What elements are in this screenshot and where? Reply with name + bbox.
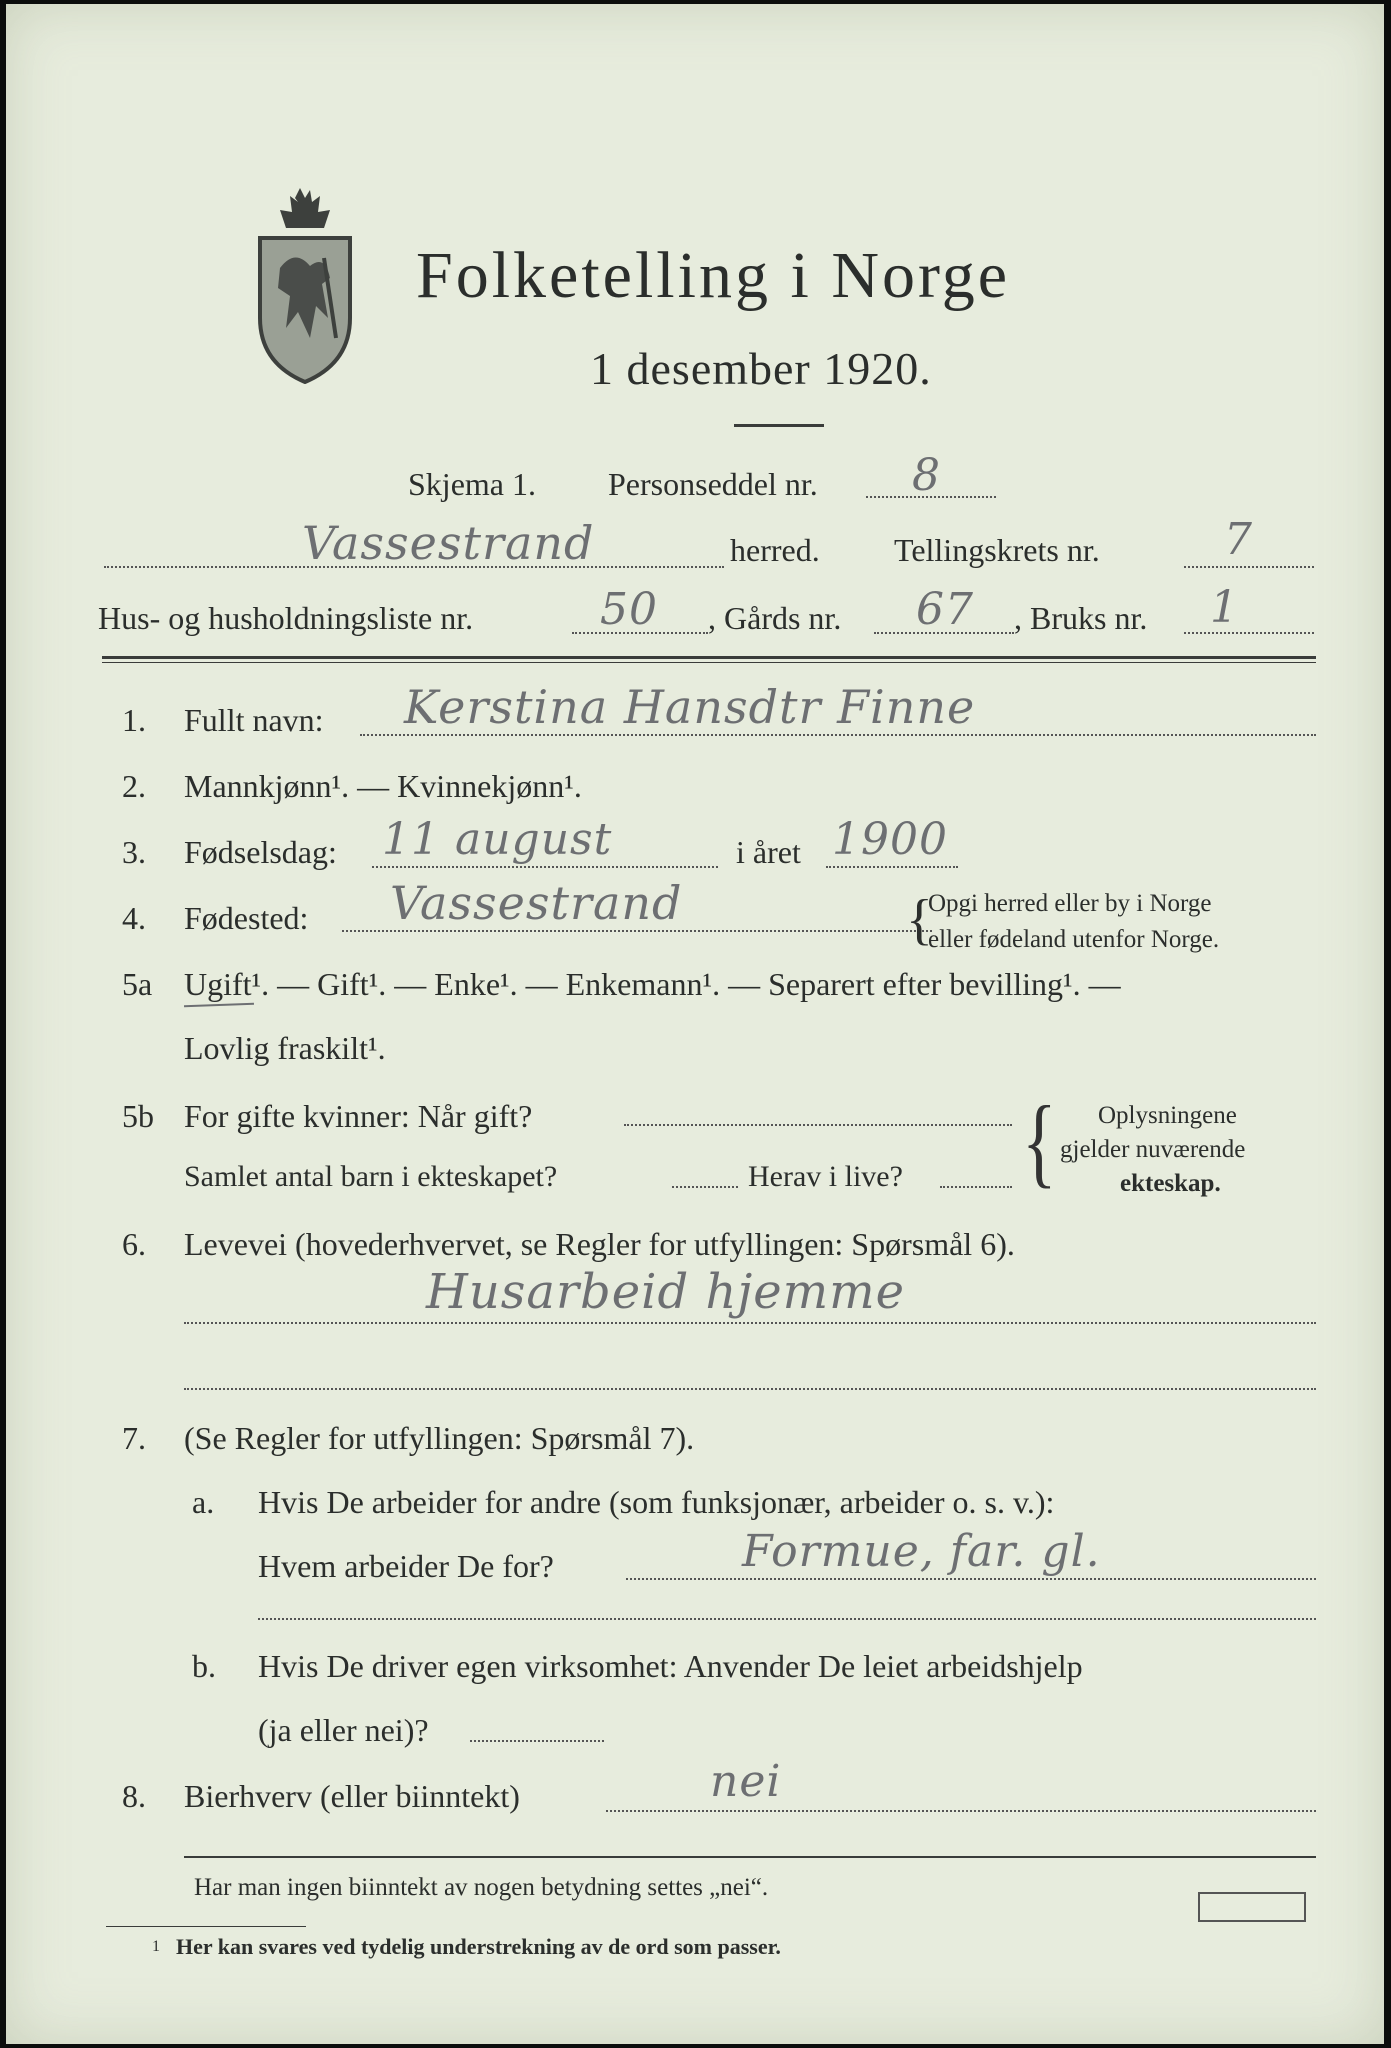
footer-rule (184, 1856, 1316, 1858)
employer-value[interactable]: Formue, far. gl. (742, 1526, 1101, 1577)
q7a-letter: a. (192, 1484, 215, 1520)
q8-number: 8. (122, 1778, 146, 1814)
q6-label: Levevei (hovederhvervet, se Regler for utfyllingen: Spørsmål 6). (184, 1226, 1015, 1262)
bruks-value[interactable]: 1 (1210, 582, 1239, 633)
census-form (6, 4, 1384, 2044)
q3-year-label: i året (736, 834, 801, 870)
personseddel-value[interactable]: 8 (912, 450, 941, 501)
q5b-label1: For gifte kvinner: Når gift? (184, 1098, 533, 1134)
gards-value[interactable]: 67 (916, 584, 974, 635)
q4-label: Fødested: (184, 900, 309, 936)
title-divider (734, 424, 824, 427)
side-income-value[interactable]: nei (710, 1756, 782, 1807)
tellingskrets-label: Tellingskrets nr. (894, 532, 1100, 568)
q4-note-line2: eller fødeland utenfor Norge. (928, 926, 1220, 953)
herred-label: herred. (730, 532, 820, 568)
q4-note-line1: Opgi herred eller by i Norge (928, 890, 1212, 917)
q4-number: 4. (122, 900, 146, 936)
footnote-text: Her kan svares ved tydelig understrekning av de ord som passer. (176, 1934, 781, 1959)
bruks-label: , Bruks nr. (1014, 600, 1148, 636)
q7-label: (Se Regler for utfyllingen: Spørsmål 7). (184, 1420, 695, 1456)
q5b-note-line2: gjelder nuværende (1060, 1136, 1246, 1163)
coat-of-arms-icon (250, 188, 360, 384)
schema-label: Skjema 1. (408, 466, 536, 502)
q5b-note-line1: Oplysningene (1098, 1102, 1237, 1129)
occupation-value[interactable]: Husarbeid hjemme (426, 1264, 906, 1320)
q5b-brace: { (1022, 1085, 1057, 1198)
husholdningsliste-label: Hus- og husholdningsliste nr. (98, 600, 474, 636)
q5b-note-line3: ekteskap. (1120, 1170, 1221, 1197)
footer-note: Har man ingen biinntekt av nogen betydning settes „nei“. (194, 1874, 769, 1901)
q1-number: 1. (122, 702, 146, 738)
q5b-number: 5b (122, 1098, 154, 1134)
q7-number: 7. (122, 1420, 146, 1456)
q2-label: Mannkjønn¹. — Kvinnekjønn¹. (184, 768, 582, 804)
q3-number: 3. (122, 834, 146, 870)
husholdningsliste-value[interactable]: 50 (600, 584, 658, 635)
birth-year-value[interactable]: 1900 (832, 814, 948, 865)
footnote-marker: 1 (152, 1938, 160, 1955)
personseddel-label: Personseddel nr. (608, 466, 818, 502)
q5b-label2: Samlet antal barn i ekteskapet? (184, 1160, 558, 1193)
footnote-rule (106, 1926, 306, 1927)
printer-stamp (1198, 1892, 1306, 1922)
herred-value[interactable]: Vassestrand (302, 516, 595, 570)
q7b-label: Hvis De driver egen virksomhet: Anvender De leiet arbeidshjelp (258, 1648, 1083, 1684)
q5b-label3: Herav i live? (748, 1160, 903, 1193)
header-rule-top (102, 656, 1316, 659)
q7a-label: Hvis De arbeider for andre (som funksjonær, arbeider o. s. v.): (258, 1484, 1055, 1520)
tellingskrets-value[interactable]: 7 (1224, 514, 1253, 565)
q6-number: 6. (122, 1226, 146, 1262)
q5a-label-cont: Lovlig fraskilt¹. (184, 1030, 386, 1066)
q2-number: 2. (122, 768, 146, 804)
birthplace-value[interactable]: Vassestrand (390, 876, 683, 930)
q7b-letter: b. (192, 1648, 216, 1684)
form-title: Folketelling i Norge (416, 239, 1011, 312)
q5a-number: 5a (122, 966, 153, 1002)
q3-label: Fødselsdag: (184, 834, 337, 870)
ugift-underline (184, 1003, 254, 1007)
q7b-sub: (ja eller nei)? (258, 1712, 429, 1748)
gards-label: , Gårds nr. (708, 600, 842, 636)
q7a-sub: Hvem arbeider De for? (258, 1548, 554, 1584)
q1-label: Fullt navn: (184, 702, 324, 738)
full-name-value[interactable]: Kerstina Hansdtr Finne (404, 680, 976, 734)
q5a-label: Ugift¹. — Gift¹. — Enke¹. — Enkemann¹. — Separert efter bevilling¹. — (184, 966, 1121, 1002)
q4-note-brace: { (906, 889, 933, 951)
birthday-value[interactable]: 11 august (382, 814, 613, 865)
q8-label: Bierhverv (eller biinntekt) (184, 1778, 520, 1814)
form-date: 1 desember 1920. (590, 343, 932, 394)
header-rule-bottom (102, 662, 1316, 663)
